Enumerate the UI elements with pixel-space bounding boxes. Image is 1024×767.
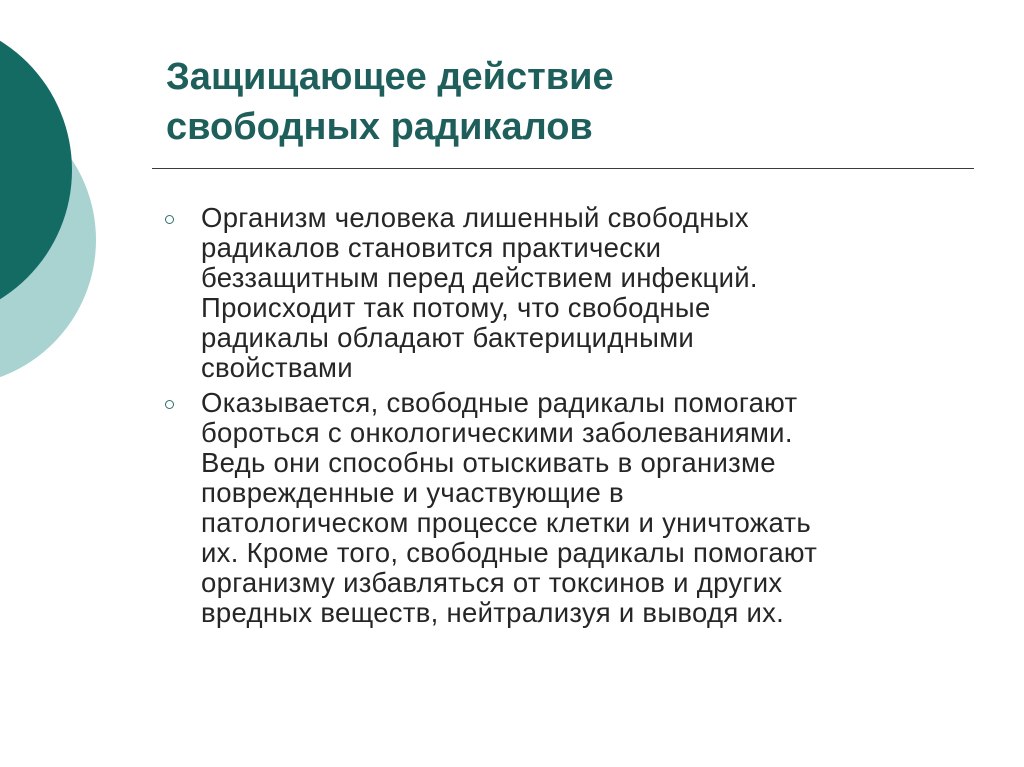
bullet-line: Оказывается, свободные радикалы помогают [201, 387, 798, 418]
slide-title [166, 52, 926, 152]
hollow-circle-bullet-icon [165, 215, 174, 224]
hollow-circle-bullet-icon [165, 400, 174, 409]
bullet-line: свойствами [201, 352, 353, 383]
bullet-text [201, 203, 962, 383]
bullet-line: радикалы обладают бактерицидными [201, 322, 695, 353]
decorative-circles [0, 0, 140, 420]
bullet-text [201, 388, 962, 628]
bullet-item [162, 203, 962, 383]
bullet-line: Ведь они способны отыскивать в организме [201, 447, 776, 478]
bullet-line: беззащитным перед действием инфекций. [201, 262, 758, 293]
bullet-line: радикалов становится практически [201, 232, 662, 263]
bullet-line: бороться с онкологическими заболеваниями. [201, 417, 793, 448]
bullet-list [162, 203, 962, 633]
bullet-line: их. Кроме того, свободные радикалы помогают [201, 537, 818, 568]
title-line: Защищающее действие [166, 56, 614, 98]
bullet-line: Организм человека лишенный свободных [201, 202, 749, 233]
title-divider [152, 168, 974, 169]
bullet-item [162, 388, 962, 628]
title-line: свободных радикалов [166, 106, 593, 148]
bullet-line: патологическом процессе клетки и уничтожать [201, 507, 812, 538]
bullet-line: организму избавляться от токсинов и других [201, 567, 783, 598]
bullet-line: поврежденные и участвующие в [201, 477, 624, 508]
bullet-line: Происходит так потому, что свободные [201, 292, 711, 323]
bullet-line: вредных веществ, нейтрализуя и выводя их. [201, 597, 785, 628]
